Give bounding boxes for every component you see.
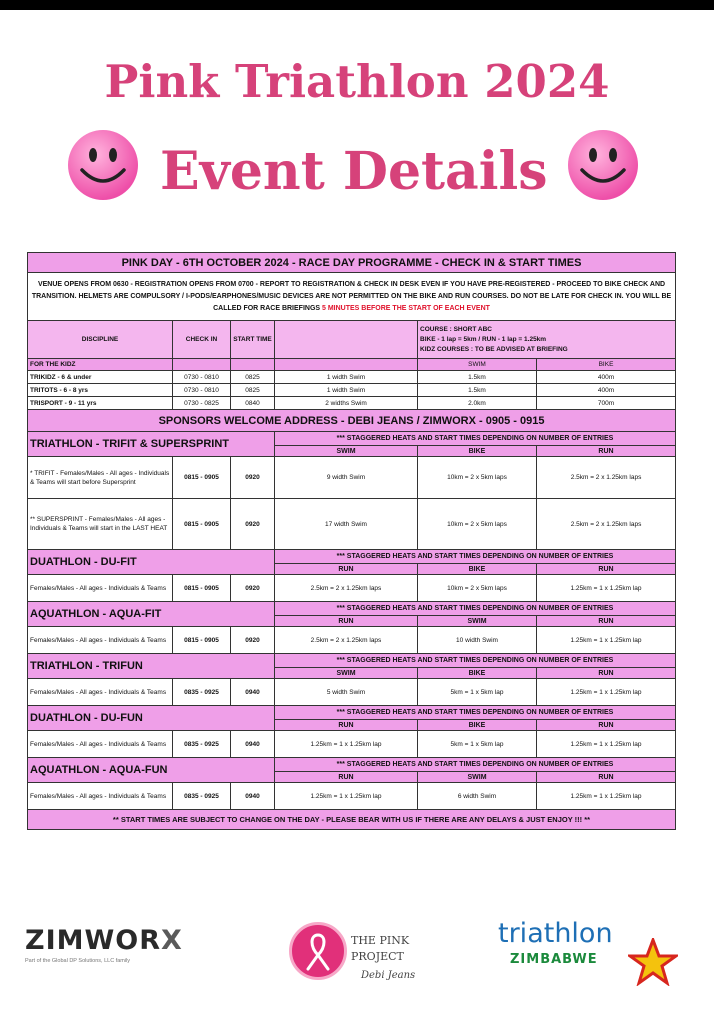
section-title: TRIATHLON - TRIFUN (28, 654, 275, 679)
programme-title: PINK DAY - 6TH OCTOBER 2024 - RACE DAY PROGRAMME - CHECK IN & START TIMES (28, 253, 676, 273)
col-discipline: DISCIPLINE (28, 321, 173, 359)
triathlon-title: TRIATHLON - TRIFIT & SUPERSPRINT (28, 432, 275, 457)
table-row: ** SUPERSPRINT - Females/Males - All ages - Individuals & Teams will start in the LAST HEAT 0815 - 0905 0920 17 width Swim 10km = 2 x 5km laps 2.5km = 2 x 1.25km laps (28, 499, 676, 550)
top-bar (0, 0, 714, 10)
venue-info-text: VENUE OPENS FROM 0630 - REGISTRATION OPENS FROM 0700 - REPORT TO REGISTRATION & CHECK IN DESK EVEN IF YOU HAVE PRE-REGISTERED - PROCEED TO BIKE CHECK AND TRANSITION. HELMETS ARE COMPULSORY / I-PODS/EARPHONES/MUSIC DEVICES ARE NOT PERMITTED ON THE BIKE AND RUN COURSES. DO NOT BE LATE FOR CHECK IN. YOU WILL BE CALLED FOR RACE BRIEFINGS (31, 280, 672, 312)
table-row: * TRIFIT - Females/Males - All ages - Individuals & Teams will start before Supersprint 0815 - 0905 0920 9 width Swim 10km = 2 x 5km laps 2.5km = 2 x 1.25km laps (28, 457, 676, 499)
footer-note: ** START TIMES ARE SUBJECT TO CHANGE ON THE DAY - PLEASE BEAR WITH US IF THERE ARE ANY DELAYS & JUST ENJOY !!! ** (28, 810, 676, 830)
table-row: Females/Males - All ages - Individuals & Teams 0815 - 0905 0920 2.5km = 2 x 1.25km laps 10 width Swim 1.25km = 1 x 1.25km lap (28, 627, 676, 654)
table-row: Females/Males - All ages - Individuals & Teams 0835 - 0925 0940 5 width Swim 5km = 1 x 5km lap 1.25km = 1 x 1.25km lap (28, 679, 676, 706)
table-row: TRITOTS - 6 - 8 yrs 0730 - 0810 0825 1 width Swim 1.5km 400m (28, 384, 676, 397)
zimworx-tagline: Part of the Global DP Solutions, LLC family (25, 958, 131, 964)
col-start-time: START TIME (231, 321, 275, 359)
course-line-1: COURSE : SHORT ABC (420, 325, 492, 333)
table-row: Females/Males - All ages - Individuals & Teams 0835 - 0925 0940 1.25km = 1 x 1.25km lap 5km = 1 x 5km lap 1.25km = 1 x 1.25km lap (28, 731, 676, 758)
section-title: AQUATHLON - AQUA-FIT (28, 602, 275, 627)
table-row: Females/Males - All ages - Individuals & Teams 0815 - 0905 0920 2.5km = 2 x 1.25km laps 10km = 2 x 5km laps 1.25km = 1 x 1.25km lap (28, 575, 676, 602)
table-row: TRISPORT - 9 - 11 yrs 0730 - 0825 0840 2 widths Swim 2.0km 700m (28, 397, 676, 410)
section-title: DUATHLON - DU-FUN (28, 706, 275, 731)
sponsors-address: SPONSORS WELCOME ADDRESS - DEBI JEANS / ZIMWORX - 0905 - 0915 (28, 410, 676, 432)
zimworx-logo: ZIMWORX Part of the Global DP Solutions, LLC family (25, 925, 260, 964)
kidz-swim-header: SWIM (418, 359, 537, 371)
page-subtitle: Event Details (160, 141, 548, 202)
table-row: Females/Males - All ages - Individuals & Teams 0835 - 0925 0940 1.25km = 1 x 1.25km lap 6 width Swim 1.25km = 1 x 1.25km lap (28, 783, 676, 810)
course-line-3: KIDZ COURSES : TO BE ADVISED AT BRIEFING (420, 345, 568, 353)
course-line-2: BIKE - 1 lap = 5km / RUN - 1 lap = 1.25km (420, 335, 547, 343)
trifit-desc: * TRIFIT - Females/Males - All ages - Individuals & Teams will start before Supersprint (28, 457, 173, 499)
smiley-left-icon (66, 128, 140, 202)
col-blank (275, 321, 418, 359)
course-info (418, 321, 676, 359)
zimbabwe-star-icon (628, 938, 678, 986)
supersprint-desc: ** SUPERSPRINT - Females/Males - All ages - Individuals & Teams will start in the LAST HEAT (28, 499, 173, 550)
smiley-right-icon (566, 128, 640, 202)
pink-ribbon-icon (289, 922, 347, 980)
table-row: TRIKIDZ - 6 & under 0730 - 0810 0825 1 width Swim 1.5km 400m (28, 371, 676, 384)
col-checkin: CHECK IN (173, 321, 231, 359)
kidz-bike-header: BIKE (537, 359, 676, 371)
kidz-label: FOR THE KIDZ (28, 359, 173, 371)
page-title: Pink Triathlon 2024 (104, 55, 610, 108)
section-title: DUATHLON - DU-FIT (28, 550, 275, 575)
section-title: AQUATHLON - AQUA-FUN (28, 758, 275, 783)
triathlon-zimbabwe-logo: triathlon ZIMBABWE (498, 918, 688, 988)
briefing-note: 5 MINUTES BEFORE THE START OF EACH EVENT (322, 304, 490, 312)
programme-document (27, 252, 675, 830)
programme-table: PINK DAY - 6TH OCTOBER 2024 - RACE DAY PROGRAMME - CHECK IN & START TIMES VENUE OPENS FROM 0630 - REGISTRATION OPENS FROM 0700 - REPORT TO REGISTRATION & CHECK IN DESK EVEN IF YOU HAVE PRE-REGISTERED - PROCEED TO BIKE CHECK AND TRANSITION. HELMETS ARE COMPULSORY / I-PODS/EARPHONES/MUSIC DEVICES ARE NOT PERMITTED ON THE BIKE AND RUN COURSES. DO NOT BE LATE FOR CHECK IN. YOU WILL BE CALLED FOR RACE BRIEFINGS 5 MINUTES BEFORE THE START OF EACH EVENT DISCIPLINE CHECK IN START TIME COURSE : SHORT ABC BIKE - 1 lap = 5km / RUN - 1 lap = 1.25km KIDZ COURSES : TO BE ADVISED AT BRIEFING FOR THE KIDZ SWIM BIKE TRIKIDZ - 6 & under 0730 - 0810 0825 1 width Swim 1.5km 400m TRITOTS - 6 - 8 yrs 0730 - 0810 0825 1 width Swim 1.5km 400m TRISPORT - 9 - 11 yrs 0730 - 0825 0840 2 widths Swim 2.0km 700m SPONSORS WELCOME ADDRESS - DEBI JEANS / ZIMWORX - 0905 - 0915 TRIATHLON - TRIFIT & SUPERSPRINT *** STAGGERED HEATS AND START TIMES DEPENDING ON NUMBER OF ENTRIES SWIM BIKE RUN * TRIFIT - Females/Males - All ages - Individuals & Teams will start before Supersprint 0815 - 0905 0920 9 width Swim 10km = 2 x 5km laps 2.5km = 2 x 1.25km laps ** SUPERSPRINT - Females/Males - All ages - Individuals & Teams will start in the LAST HEAT 0815 - 0905 0920 17 width Swim 10km = 2 x 5km laps 2.5km = 2 x 1.25km laps DUATHLON - DU-FIT *** STAGGERED HEATS AND START TIMES DEPENDING ON NUMBER OF ENTRIES RUN BIKE RUN Females/Males - All ages - Individuals & Teams 0815 - 0905 0920 2.5km = 2 x 1.25km laps 10km = 2 x 5km laps 1.25km = 1 x 1.25km lap AQUATHLON - AQUA-FIT *** STAGGERED HEATS AND START TIMES DEPENDING ON NUMBER OF ENTRIES RUN SWIM RUN Females/Males - All ages - Individuals & Teams 0815 - 0905 0920 2.5km = 2 x 1.25km laps 10 width Swim 1.25km = 1 x 1.25km lap TRIATHLON - TRIFUN *** STAGGERED HEATS AND START TIMES DEPENDING ON NUMBER OF ENTRIES SWIM BIKE RUN Females/Males - All ages - Individuals & Teams 0835 - 0925 0940 5 width Swim 5km = 1 x 5km lap 1.25km = 1 x 1.25km lap DUATHLON - DU-FUN *** STAGGERED HEATS AND START TIMES DEPENDING ON NUMBER OF ENTRIES RUN BIKE RUN Females/Males - All ages - Individuals & Teams 0835 - 0925 0940 1.25km = 1 x 1.25km lap 5km = 1 x 5km lap 1.25km = 1 x 1.25km lap AQUATHLON - AQUA-FUN *** STAGGERED HEATS AND START TIMES DEPENDING ON NUMBER OF ENTRIES RUN SWIM RUN Females/Males - All ages - Individuals & Teams 0835 - 0925 0940 1.25km = 1 x 1.25km lap 6 width Swim 1.25km = 1 x 1.25km lap ** START TIMES ARE SUBJECT TO CHANGE ON THE DAY - PLEASE BEAR WITH US IF THERE ARE ANY DELAYS & JUST ENJOY !!! ** (27, 252, 676, 830)
pink-project-logo: THE PINK PROJECT Debi Jeans (289, 922, 429, 992)
venue-info (28, 273, 676, 321)
